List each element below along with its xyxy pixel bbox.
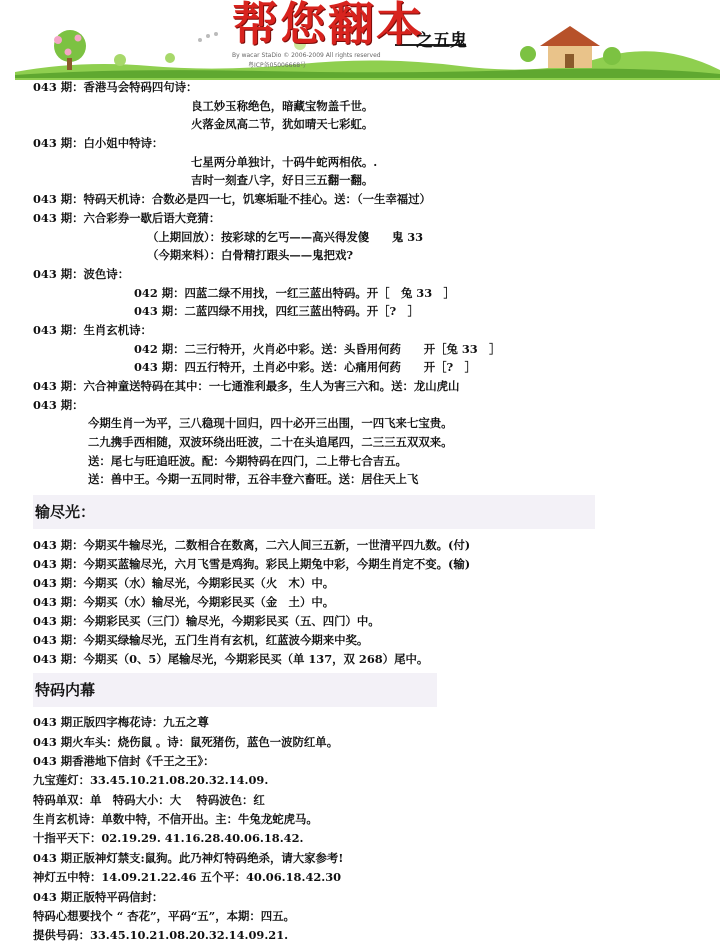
article-content [0, 78, 720, 946]
text-line: 今期生肖一为平，三八稳现十回归，四十必开三出围，一四飞来七宝贵。 [88, 416, 453, 431]
text-line: 提供号码：33.45.10.21.08.20.32.14.09.21. [33, 928, 289, 943]
text-line: 特码心想要找个 “ 杏花”，平码“五”，本期：四五。 [33, 909, 295, 924]
text-line: 043 期：白小姐中特诗： [33, 136, 164, 151]
text-line: 043 期：四五行特开，土肖必中彩。送：心痛用何药 开［? ］ [134, 360, 476, 375]
text-line: 送：尾七与旺追旺波。配：今期特码在四门，二上带七合吉五。 [88, 453, 407, 468]
banner-subtitle: 之五鬼 [416, 31, 467, 51]
banner-copyright: By wacar StaDio © 2006-2009 All rights reserved [232, 52, 381, 59]
banner-title: 帮您翻本 [232, 0, 424, 51]
section-header-wrap-2 [0, 669, 720, 713]
text-line: 043 期：今期买牛输尽光，二数相合在数离，二六人间三五新，一世清平四九数。(付) [33, 538, 471, 553]
text-line: 吉时一刻查八字，好日三五翻一翻。 [191, 173, 374, 188]
text-line: 043 期：今期买绿输尽光，五门生肖有玄机，红蓝波今期来中奖。 [33, 633, 369, 648]
text-line: 043 期：二蓝四绿不用找，四红三蓝出特码。开［? ］ [134, 304, 420, 319]
inside-info-list [0, 713, 720, 946]
text-line: 043 期：今期买（水）输尽光，今期彩民买（火 木）中。 [33, 576, 335, 591]
text-line: 043 期：香港马会特码四句诗： [33, 80, 198, 94]
text-line: 043 期：特码天机诗：合数必是四一七，饥寒垢耻不挂心。送：（一生幸福过） [33, 192, 431, 207]
text-line: 043 期香港地下信封《千王之王》： [33, 753, 215, 768]
text-line: 043 期： [33, 397, 84, 412]
text-line: 神灯五中特：14.09.21.22.46 五个平：40.06.18.42.30 [33, 870, 342, 885]
text-line: 七星两分单独计，十码牛蛇两相依。. [191, 154, 378, 169]
text-line: 043 期正版神灯禁支:鼠狗。此乃神灯特码绝杀，请大家参考! [33, 850, 344, 865]
text-line: 043 期：今期买（水）输尽光，今期彩民买（金 土）中。 [33, 595, 335, 610]
section-heading-lose-all: 输尽光： [33, 495, 595, 529]
section-header-wrap [0, 489, 720, 536]
text-line: 042 期：二三行特开，火肖必中彩。送：头昏用何药 开［兔 33 ］ [134, 341, 501, 356]
text-line: （今期来料）：白骨精打跟头——鬼把戏? [147, 248, 354, 263]
text-line: 043 期正版特平码信封： [33, 889, 164, 904]
text-line: （上期回放）：按彩球的乞丐——高兴得发傻 鬼 33 [147, 229, 424, 244]
text-line: 043 期：生肖玄机诗： [33, 322, 152, 337]
text-line: 特码单双：单 特码大小：大 特码波色：红 [33, 792, 265, 807]
section-heading-inside-info: 特码内幕 [33, 673, 437, 707]
text-line: 二九携手西相随，双波环绕出旺波，二十在头追尾四，二三三五双双来。 [88, 435, 453, 450]
text-line: 042 期：四蓝二绿不用找，一红三蓝出特码。开［ 兔 33 ］ [134, 285, 455, 300]
text-line: 043 期：今期买蓝输尽光，六月飞雪是鸡狗。彩民上期兔中彩，今期生肖定不变。(输) [33, 557, 471, 572]
text-line: 火落金凤高二节，犹如晴天七彩虹。 [191, 117, 374, 132]
text-line: 043 期：六合神童送特码在其中：一七通淮利最多，生人为害三六和。送：龙山虎山 [33, 379, 460, 393]
predictions-block [0, 78, 720, 489]
text-line: 043 期正版四字梅花诗：九五之尊 [33, 715, 209, 730]
text-line: 043 期：今期彩民买（三门）输尽光，今期彩民买（五、四门）中。 [33, 614, 380, 629]
text-line: 送：兽中王。今期一五同时带，五谷丰登六畜旺。送：居住天上飞 [88, 472, 419, 487]
header-banner [0, 0, 720, 80]
text-line: 043 期：波色诗： [33, 266, 130, 281]
text-line: 043 期火车头：烧伤鼠 。诗：鼠死猪伤，蓝色一波防红单。 [33, 734, 339, 749]
banner-icp: 粤ICP备05006668号 [248, 62, 307, 69]
text-line: 良工妙玉称绝色，暗藏宝物盖千世。 [191, 98, 374, 113]
lose-all-list [0, 536, 720, 669]
text-line: 生肖玄机诗：单数中特，不信开出。主：牛兔龙蛇虎马。 [33, 812, 318, 827]
text-line: 043 期：今期买（0、5）尾输尽光，今期彩民买（单 137，双 268）尾中。 [33, 652, 429, 667]
text-line: 十指平天下：02.19.29. 41.16.28.40.06.18.42. [33, 831, 304, 846]
text-line: 043 期：六合彩券一歇后语大竞猜： [33, 210, 221, 225]
text-line: 九宝莲灯：33.45.10.21.08.20.32.14.09. [33, 773, 269, 788]
